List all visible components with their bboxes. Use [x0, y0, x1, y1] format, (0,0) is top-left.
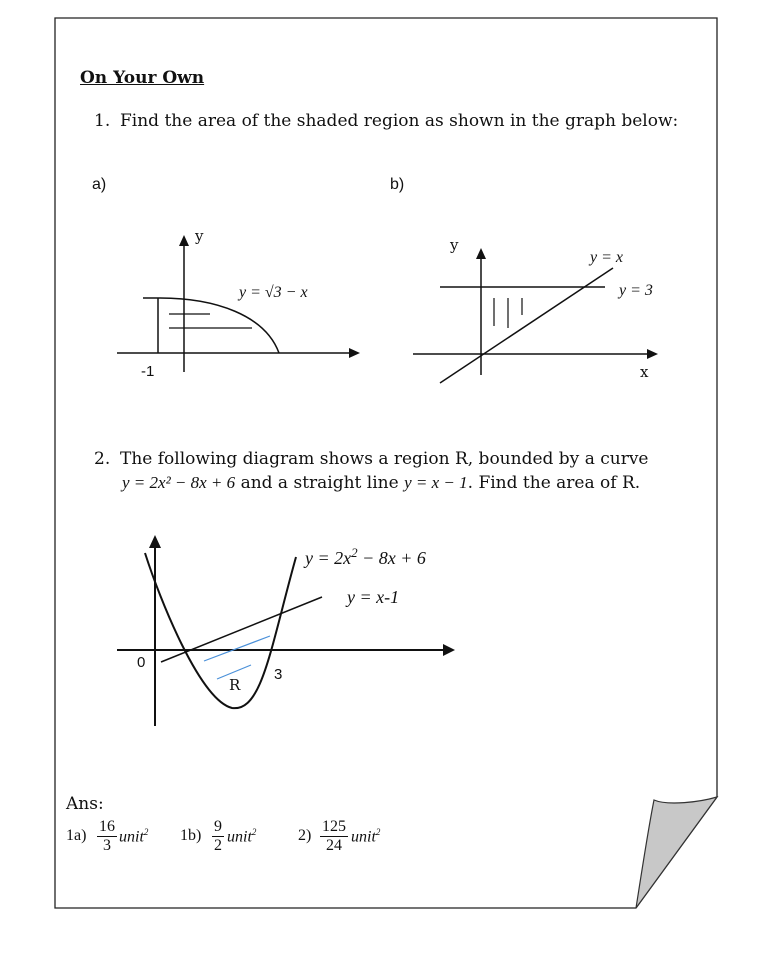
answer-1b-unit	[227, 827, 256, 846]
q2-line1: The following diagram shows a region R, bounded by a curve	[120, 449, 649, 469]
graph-2-line-label: y = x-1	[347, 587, 400, 607]
section-heading: On Your Own	[80, 68, 205, 88]
answer-1a-fraction	[97, 818, 117, 855]
graph-a-y-label: y	[195, 227, 204, 245]
answer-1a-numerator: 16	[99, 818, 115, 835]
answer-1b-numerator: 9	[214, 818, 222, 835]
answer-1b-label: 1b)	[180, 827, 202, 844]
graph-2-curve-label-sup: 2	[351, 545, 358, 560]
graph-b-y-label: y	[450, 236, 459, 254]
graph-2-region-label: R	[229, 676, 241, 694]
answer-2-unit-text: unit	[351, 828, 376, 846]
answer-2-unit	[351, 827, 380, 846]
q1-number: 1.	[94, 111, 111, 131]
answer-1b-fraction	[212, 818, 224, 855]
answer-2-numerator: 125	[322, 818, 346, 835]
q2-and-text: and a straight line	[240, 473, 399, 493]
answer-2-unit-sup: 2	[375, 827, 381, 837]
q2-number: 2.	[94, 449, 111, 469]
answer-1a-unit-text: unit	[119, 828, 144, 846]
answer-2-denominator: 24	[326, 837, 342, 854]
q2-curve-equation: y = 2x² − 8x + 6	[122, 473, 236, 492]
answer-2-fraction	[320, 818, 348, 855]
q2-line-equation: y = x − 1	[404, 473, 468, 492]
q2-line2	[122, 473, 640, 493]
graph-a-curve-label: y = √3 − x	[239, 284, 308, 301]
answer-1a-unit-sup: 2	[143, 827, 149, 837]
graph-b-line-label: y = x	[590, 249, 623, 266]
q1-part-a-label: a)	[92, 176, 107, 193]
answer-2-label: 2)	[298, 827, 312, 844]
q1-text: Find the area of the shaded region as shown in the graph below:	[120, 111, 679, 131]
answer-1a-unit	[119, 827, 148, 846]
answer-1a-denominator: 3	[103, 837, 111, 854]
q1-part-b-label: b)	[390, 176, 405, 193]
graph-2-curve-label	[305, 545, 426, 569]
graph-b-horizontal-label: y = 3	[619, 282, 653, 299]
answer-1b-unit-text: unit	[227, 828, 252, 846]
answer-1b-unit-sup: 2	[251, 827, 257, 837]
graph-b-x-label: x	[640, 363, 649, 381]
graph-2-origin-label: 0	[137, 654, 146, 671]
graph-a-tick-label: -1	[141, 363, 155, 380]
graph-2-three-label: 3	[274, 666, 283, 683]
answer-1b-denominator: 2	[214, 837, 222, 854]
answers-title: Ans:	[66, 794, 104, 814]
graph-2-curve-label-tail: − 8x + 6	[357, 548, 426, 568]
answer-1a-label: 1a)	[66, 827, 87, 844]
graph-2-curve-label-main: y = 2x	[305, 548, 352, 568]
q2-line2-end: . Find the area of R.	[467, 473, 641, 493]
